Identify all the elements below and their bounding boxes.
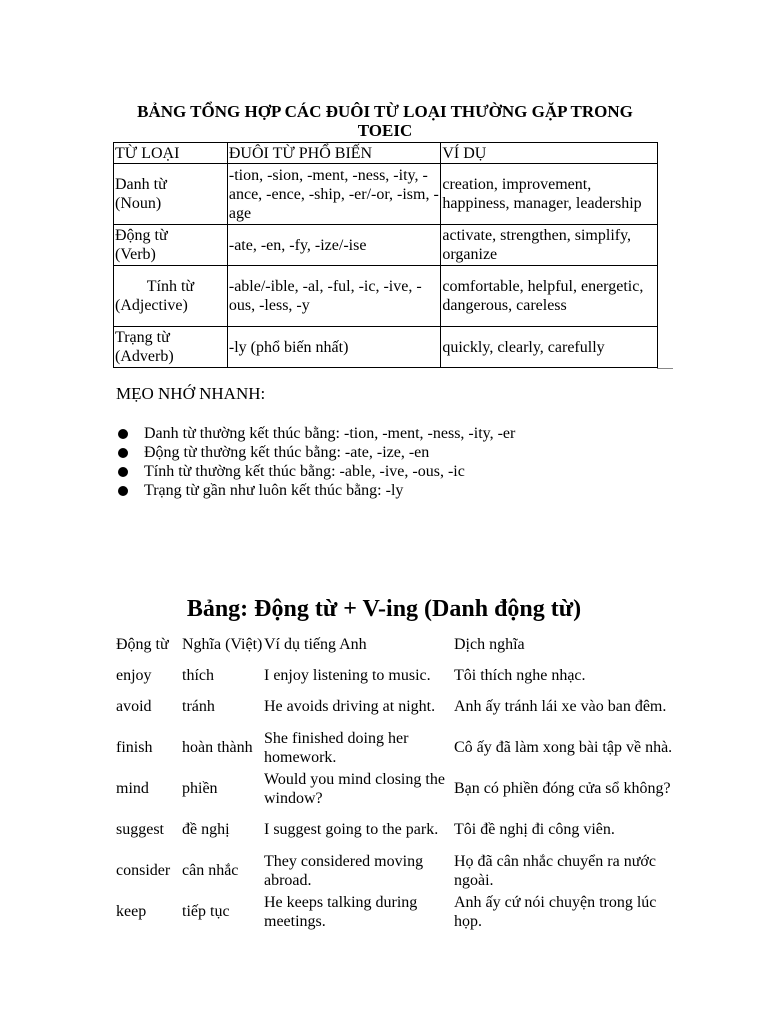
meaning-cell: thích — [182, 666, 214, 684]
verb-cell: avoid — [116, 698, 152, 715]
translation-cell: Tôi thích nghe nhạc. — [454, 666, 586, 684]
gerund-table — [116, 624, 676, 932]
translation-cell: Họ đã cân nhắc chuyển ra nước ngoài. — [454, 852, 656, 889]
header-cell: VÍ DỤ — [441, 143, 658, 164]
verb-cell: consider — [116, 862, 171, 879]
table-row — [116, 727, 676, 768]
word-type-name: Tính từ — [146, 278, 195, 295]
meaning-cell: cân nhắc — [182, 862, 239, 879]
suffix-cell: -tion, -sion, -ment, -ness, -ity, -ance, -ence, -ship, -er/-or, -ism, -age — [227, 164, 440, 225]
tip-text: Động từ thường kết thúc bằng: -ate, -ize, -en — [144, 444, 430, 461]
header-cell: Động từ — [116, 635, 169, 653]
example-cell: I suggest going to the park. — [264, 821, 439, 838]
word-type-english: (Adverb) — [115, 348, 174, 365]
table-header-row — [114, 143, 658, 164]
translation-cell: Tôi đề nghị đi công viên. — [454, 821, 615, 838]
suffix-table-title: BẢNG TỔNG HỢP CÁC ĐUÔI TỪ LOẠI THƯỜNG GẶP TRONG TOEIC — [137, 102, 633, 140]
table-row — [114, 164, 658, 225]
word-type-english: (Noun) — [115, 195, 162, 212]
bullet-icon — [118, 486, 128, 496]
table-row — [116, 891, 676, 932]
example-cell: He keeps talking during meetings. — [264, 893, 418, 930]
suffix-cell: -ly (phổ biến nhất) — [227, 327, 440, 368]
example-cell: I enjoy listening to music. — [264, 666, 431, 684]
example-cell: Would you mind closing the window? — [264, 770, 445, 807]
header-cell: Nghĩa (Việt) — [182, 635, 263, 653]
table-header-row — [116, 624, 676, 664]
table-row — [116, 809, 676, 850]
example-cell: comfortable, helpful, energetic, dangerous, careless — [441, 266, 658, 327]
verb-cell: mind — [116, 780, 149, 797]
list-item — [116, 481, 515, 500]
table-row — [116, 850, 676, 891]
meaning-cell: đề nghị — [182, 821, 230, 838]
list-item — [116, 424, 515, 443]
header-cell: ĐUÔI TỪ PHỔ BIẾN — [227, 143, 440, 164]
translation-cell: Cô ấy đã làm xong bài tập về nhà. — [454, 739, 673, 756]
word-type-cell — [114, 266, 228, 327]
bullet-icon — [118, 448, 128, 458]
translation-cell: Anh ấy tránh lái xe vào ban đêm. — [454, 698, 667, 715]
verb-cell: suggest — [116, 821, 164, 838]
header-cell: Dịch nghĩa — [454, 635, 525, 653]
example-cell: quickly, clearly, carefully — [441, 327, 658, 368]
word-type-cell — [114, 164, 228, 225]
verb-cell: keep — [116, 903, 147, 920]
list-item — [116, 443, 515, 462]
verb-cell: finish — [116, 739, 153, 756]
example-cell: They considered moving abroad. — [264, 852, 424, 889]
table-row — [114, 225, 658, 266]
tip-text: Danh từ thường kết thúc bằng: -tion, -ment, -ness, -ity, -er — [144, 425, 516, 442]
suffix-cell: -ate, -en, -fy, -ize/-ise — [227, 225, 440, 266]
table-row — [116, 768, 676, 809]
suffix-cell: -able/-ible, -al, -ful, -ic, -ive, -ous, -less, -y — [227, 266, 440, 327]
example-cell: He avoids driving at night. — [264, 698, 436, 715]
meaning-cell: tiếp tục — [182, 903, 230, 920]
translation-cell: Anh ấy cứ nói chuyện trong lúc họp. — [454, 893, 657, 930]
header-cell: Ví dụ tiếng Anh — [264, 635, 367, 653]
table-row — [116, 664, 676, 686]
tip-text: Tính từ thường kết thúc bằng: -able, -ive, -ous, -ic — [144, 463, 465, 480]
word-type-cell — [114, 327, 228, 368]
table-row — [114, 266, 658, 327]
word-type-name: Động từ — [115, 227, 168, 244]
table-row — [114, 327, 658, 368]
gerund-table-title: Bảng: Động từ + V-ing (Danh động từ) — [186, 596, 582, 622]
bullet-icon — [118, 429, 128, 439]
translation-cell: Bạn có phiền đóng cửa sổ không? — [454, 780, 671, 797]
divider — [657, 368, 673, 369]
example-cell: activate, strengthen, simplify, organize — [441, 225, 658, 266]
tips-list — [116, 424, 515, 500]
verb-cell: enjoy — [116, 666, 152, 684]
tips-heading: MẸO NHỚ NHANH: — [116, 384, 266, 403]
word-type-cell — [114, 225, 228, 266]
tip-text: Trạng từ gần như luôn kết thúc bằng: -ly — [144, 482, 404, 499]
example-cell: She finished doing her homework. — [264, 729, 409, 766]
word-type-name: Trạng từ — [115, 329, 170, 346]
header-cell: TỪ LOẠI — [114, 143, 228, 164]
word-type-name: Danh từ — [115, 176, 167, 193]
meaning-cell: hoàn thành — [182, 739, 253, 756]
meaning-cell: tránh — [182, 698, 215, 715]
meaning-cell: phiền — [182, 780, 218, 797]
example-cell: creation, improvement, happiness, manager, leadership — [441, 164, 658, 225]
word-type-english: (Adjective) — [115, 297, 188, 314]
word-type-english: (Verb) — [115, 246, 156, 263]
list-item — [116, 462, 515, 481]
table-row — [116, 686, 676, 727]
suffix-table — [113, 142, 658, 368]
bullet-icon — [118, 467, 128, 477]
